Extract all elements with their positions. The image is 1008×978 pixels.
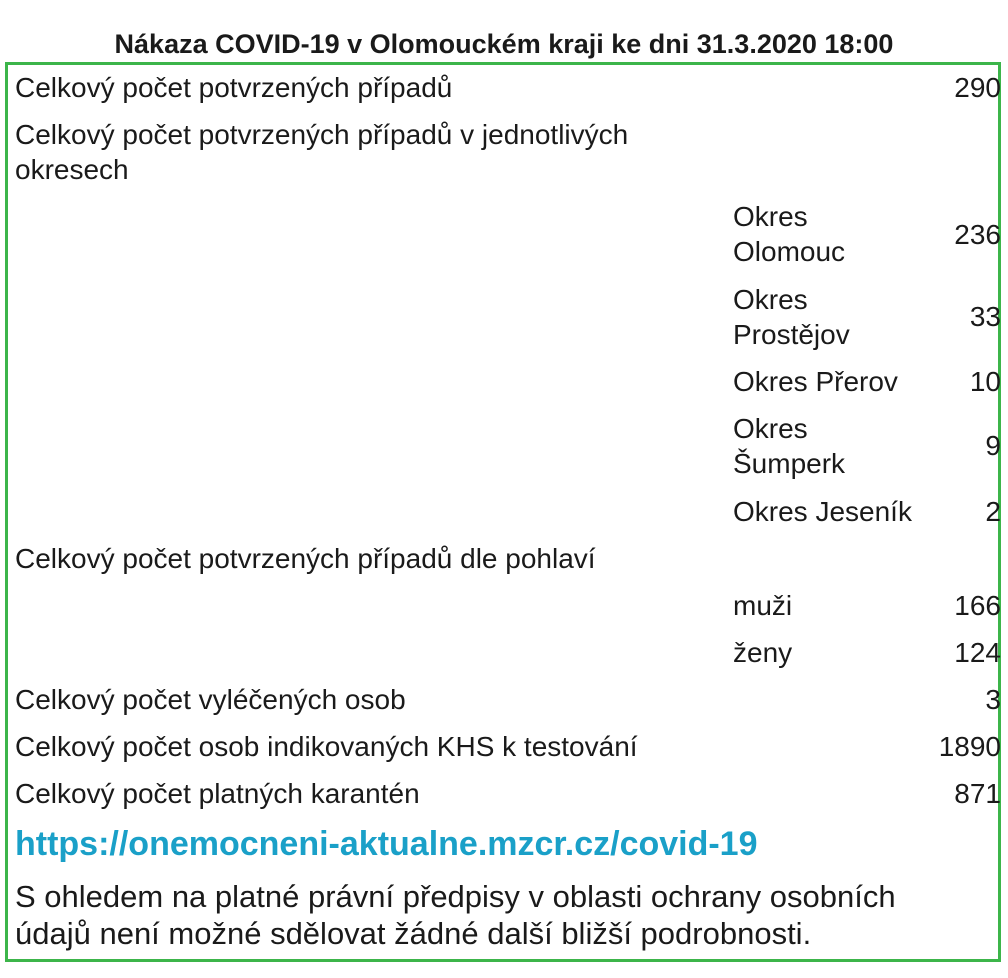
privacy-note [15, 878, 995, 952]
district-prostejov-value: 33 [969, 301, 1001, 332]
district-olomouc-line1: Okres [733, 201, 808, 232]
source-link[interactable]: https://onemocneni-aktualne.mzcr.cz/covid-19 [15, 825, 758, 863]
district-olomouc-line2: Olomouc [733, 236, 846, 267]
recovered-value: 3 [985, 684, 1001, 715]
privacy-note-line1: S ohledem na platné právní předpisy v oblasti ochrany osobních [15, 879, 896, 914]
gender-heading: Celkový počet potvrzených případů dle pohlaví [15, 543, 596, 574]
page-title: Nákaza COVID-19 v Olomouckém kraji ke dni 31.3.2020 18:00 [114, 29, 894, 59]
indicated-testing-value: 1890 [938, 731, 1001, 762]
quarantines-value: 871 [954, 778, 1001, 809]
gender-women-value: 124 [954, 637, 1001, 668]
gender-men-value: 166 [954, 590, 1001, 621]
district-prerov-value: 10 [969, 366, 1001, 397]
districts-heading-line1: Celkový počet potvrzených případů v jednotlivých [15, 119, 629, 150]
privacy-note-line2: údajů není možné sdělovat žádné další bližší podrobnosti. [15, 916, 812, 951]
gender-women-label: ženy [733, 637, 793, 668]
district-prostejov-line2: Prostějov [733, 319, 850, 350]
total-cases-label: Celkový počet potvrzených případů [15, 72, 453, 103]
recovered-label: Celkový počet vyléčených osob [15, 684, 406, 715]
district-sumperk-line1: Okres [733, 413, 808, 444]
district-prerov-label: Okres Přerov [733, 366, 898, 397]
district-sumperk-line2: Šumperk [733, 448, 846, 479]
district-prostejov-line1: Okres [733, 284, 808, 315]
district-sumperk-value: 9 [985, 430, 1001, 461]
gender-men-label: muži [733, 590, 793, 621]
districts-heading-line2: okresech [15, 154, 129, 185]
district-olomouc-value: 236 [954, 219, 1001, 250]
indicated-testing-label: Celkový počet osob indikovaných KHS k testování [15, 731, 638, 762]
district-jesenik-value: 2 [985, 496, 1001, 527]
quarantines-label: Celkový počet platných karantén [15, 778, 420, 809]
total-cases-value: 290 [954, 72, 1001, 103]
district-jesenik-label: Okres Jeseník [733, 496, 912, 527]
